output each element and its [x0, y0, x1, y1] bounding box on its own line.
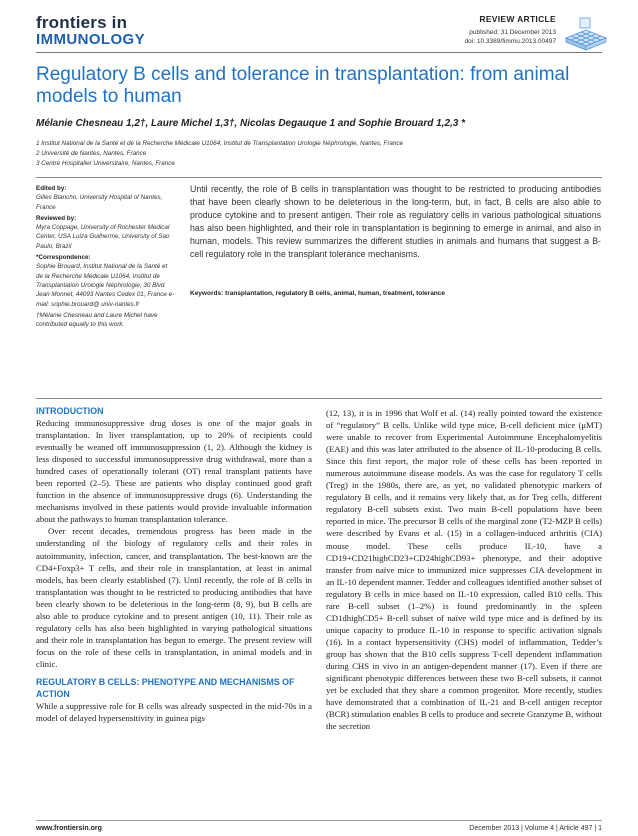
- paragraph: (12, 13), it is in 1996 that Wolf et al. (14) really pointed toward the existence of “regulatory” B cells. Unlike wild type mice, B-cell deficient mice (μMT) were unable to recover from Experimental Autoimmune Encephalomyelitis (EAE) and this was later attributed to the absence of IL-10-producing B cells. Since this first report, the major role of these cells has been reported in numerous autoimmune disease models. As was the case for regulatory T cells (Treg) in the 1980s, there are, as yet, no validated phenotypic markers of regulatory B cells, and it remains very likely that, as for Treg cells, different regulatory B-cell subsets exist. Two main B-cell populations have been reported in mice. The precursor B cells of the marginal zone (T2-MZP B cells) were described by Evans et al. (15) in a collagen-induced arthritis (CIA) mouse model. These cells produce IL-10, have a CD19+CD21highCD23+CD24highCD93+ phenotype, and their adoptive transfer from naïve mice to immunized mice suppresses CIA development in an IL-10 dependent manner. Tedder and colleagues identified another subset of regulatory B cells in mice based on IL-10 expression, called B10 cells. This rare B-cell subset (1–2%) is found predominantly in the spleen CD1dhighCD5+ B-cell subset of naïve wild type mice and is defined by its unique capacity to produce IL-10 in response to specific activation signals (16). In a contact hypersensitivity (CHS) model of inflammation, Tedder’s group has shown that the B10 cells suppress T-cell dependent inflammation during CHS in vivo in an antigen-dependent manner (17). Even if there are significant phenotypic differences between these two B-cell subsets, it cannot yet be excluded that they share a common progenitor. More recently, studies have demonstrated that a combination of IL-21 and B-cell antigen receptor (BCR) stimulation enables B cells to produce and secrete Granzyme B, without the secretion: [326, 408, 603, 732]
- affiliation-3: 3 Centre Hospitalier Universitaire, Nantes, France: [36, 160, 175, 167]
- equal-contribution-note: †Mélanie Chesneau and Laure Michel have contributed equally to this work.: [36, 311, 158, 329]
- doi: doi: 10.3389/fimmu.2013.00497: [464, 38, 556, 45]
- affiliation-1: 1 Institut National de la Santé et de la Recherche Médicale U1064, Institut de Transplantation Urologie Néphrologie, Nantes, France: [36, 140, 404, 147]
- paragraph: Reducing immunosuppressive drug doses is one of the major goals in transplantation. In liver transplantation, up to 20% of recipients could eventually be weaned off immunosuppression (1, 2). Although the kidney is less disposed to successful immunosuppressive drug withdrawal, more than a hundred cases of operationally tolerant (OT) renal transplant patients have been reported (2–5). These are patients who display continued good graft function in the absence of immunosuppressive drugs (6). Understanding the mechanisms involved in these patients would provide invaluable information about the pathways to human transplantation tolerance.: [36, 418, 312, 525]
- header-rule: [36, 52, 602, 53]
- left-column: [36, 405, 312, 724]
- author-list: Mélanie Chesneau 1,2†, Laure Michel 1,3†, Nicolas Degauque 1 and Sophie Brouard 1,2,3 *: [36, 118, 466, 129]
- journal-logo-line1: frontiers in: [36, 13, 128, 32]
- footer-rule: [36, 820, 602, 821]
- paragraph: While a suppressive role for B cells was already suspected in the mid-70s in a model of delayed hypersensitivity in guinea pigs: [36, 700, 312, 724]
- reviewed-text: Myra Coppage, University of Rochester Medical Center, USA Luiza Guilherme, University of Sao Paulo, Brazil: [36, 224, 170, 250]
- section-rule: [36, 177, 602, 178]
- publication-info: [465, 28, 556, 46]
- article-type: REVIEW ARTICLE: [479, 14, 556, 24]
- edited-text: Gilles Blancho, University Hospital of Nantes, France: [36, 194, 163, 211]
- published-date: published: 31 December 2013: [469, 29, 556, 36]
- keywords: Keywords: transplantation, regulatory B cells, animal, human, treatment, tolerance: [190, 290, 446, 297]
- correspondence-text: Sophie Brouard, Institut National de la Santé et de la Recherche Médicale U1064, Institut de Transplantation Urologie Néphrologie, 30 Blvd. Jean Monnet, 44093 Nantes Cedex 01, France e-mail: sophie.brouard@ univ-nantes.fr: [36, 263, 175, 308]
- cube-grid-icon: [562, 12, 610, 52]
- correspondence-label: *Correspondence:: [36, 254, 91, 262]
- edited-label: Edited by:: [36, 185, 67, 192]
- site-link[interactable]: www.frontiersin.org: [36, 825, 102, 832]
- right-column: [326, 407, 602, 732]
- section-heading-introduction: INTRODUCTION: [36, 406, 104, 416]
- journal-logo-line2: IMMUNOLOGY: [36, 31, 145, 48]
- abstract: Until recently, the role of B cells in transplantation was thought to be restricted to producing antibodies that have been clearly shown to be deleterious in the long-term, but, in fact, B cells are also able to produce cytokine and to present antigen. Their role as regulatory cells in various pathological situations has also been highlighted, and their role in transplantation is beginning to emerge in animal, and also in human, models. This review summarizes the different studies in animals and humans that suggest a B-cell regulatory role in the transplant tolerance mechanisms.: [190, 184, 601, 259]
- reviewed-label: Reviewed by:: [36, 214, 77, 222]
- editor-info: [36, 184, 176, 329]
- section-heading-regulatory-b-cells: REGULATORY B CELLS: PHENOTYPE AND MECHANISMS OF ACTION: [36, 676, 295, 699]
- paragraph: Over recent decades, tremendous progress has been made in the understanding of the biology of regulatory cells and their roles in autoimmunity, infection, cancer, and transplantation. The best-known are the CD4+Foxp3+ T cells, and their role in transplantation, at least in animal models, has been clearly established (7). Until recently, the role of B cells in transplantation was thought to be restricted to producing antibodies that have been clearly shown to be deleterious in the long-term (8, 9), but B cells are also able to produce cytokine and to present antigen (10, 11). Their role as regulatory cells has also been highlighted in varying pathological situations and their role in transplantation has begun to emerge. The present review will focus on the role of these cells in transplantation, in animal models and in clinic.: [36, 526, 312, 669]
- article-title: Regulatory B cells and tolerance in transplantation: from animal models to human: [36, 64, 570, 107]
- affiliation-2: 2 Université de Nantes, Nantes, France: [36, 150, 147, 157]
- issue-info: December 2013 | Volume 4 | Article 497 | 1: [469, 825, 602, 832]
- body-rule: [36, 398, 602, 399]
